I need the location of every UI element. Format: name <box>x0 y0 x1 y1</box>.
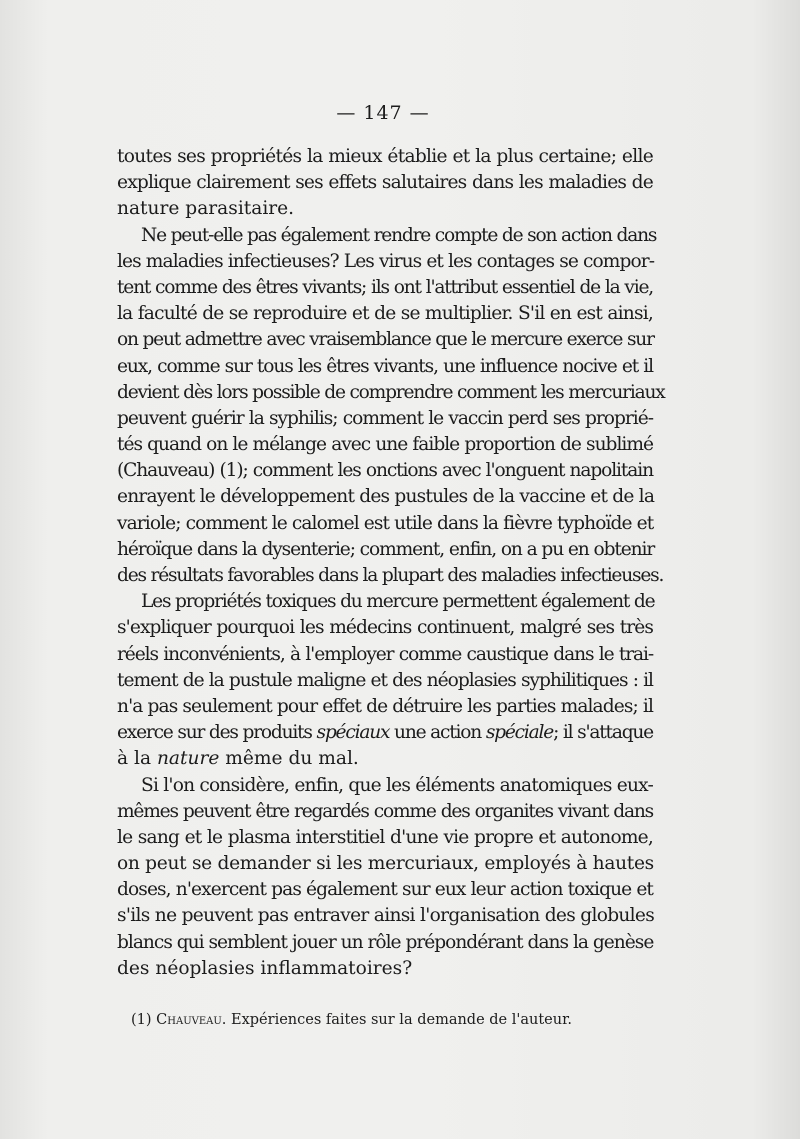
text-line: enrayent le développement des pustules de la vaccine et de la <box>117 486 655 508</box>
footnote-marker: (1) <box>131 1012 152 1028</box>
paragraph-1 <box>117 144 653 223</box>
text-line: réels inconvénients, à l'employer comme caustique dans le trai- <box>117 643 653 665</box>
text-line: tés quand on le mélange avec une faible proportion de sublimé <box>117 434 653 456</box>
text-run: même du mal. <box>219 748 359 770</box>
text-line: toutes ses propriétés la mieux établie et la plus certaine; elle <box>117 146 653 167</box>
text-line: on peut admettre avec vraisemblance que le mercure exerce sur <box>117 329 654 351</box>
italic-text: spéciale <box>485 722 554 744</box>
text-line: Les propriétés toxiques du mercure permettent également de <box>141 591 655 613</box>
text-run: ; il s'attaque <box>553 722 653 744</box>
text-line: explique clairement ses effets salutaires dans les maladies de <box>117 172 653 194</box>
text-line-with-italics <box>117 720 653 746</box>
footnote-text: Expériences faites sur la demande de l'auteur. <box>231 1012 573 1028</box>
text-line: eux, comme sur tous les êtres vivants, une influence nocive et il <box>117 355 653 377</box>
text-line: des résultats favorables dans la plupart des maladies infectieuses. <box>117 565 664 586</box>
text-line: les maladies infectieuses? Les virus et les contages se compor- <box>117 250 655 272</box>
text-run: à la <box>117 748 157 770</box>
paragraph-4 <box>117 773 653 983</box>
text-line: doses, n'exercent pas également sur eux leur action toxique et <box>117 879 653 901</box>
body-text <box>117 144 665 982</box>
text-line: s'expliquer pourquoi les médecins continuent, malgré ses très <box>117 617 653 639</box>
text-line: la faculté de se reproduire et de se multiplier. S'il en est ainsi, <box>117 303 653 325</box>
text-line: Si l'on considère, enfin, que les éléments anatomiques eux- <box>141 774 653 796</box>
text-line: tement de la pustule maligne et des néoplasies syphilitiques : il <box>117 669 653 691</box>
text-run: une action <box>389 722 486 744</box>
page-number: — 147 — <box>336 102 430 124</box>
text-line: (Chauveau) (1); comment les onctions avec l'onguent napolitain <box>117 460 653 482</box>
italic-text: nature <box>156 748 220 770</box>
text-line: le sang et le plasma interstitiel d'une vie propre et autonome, <box>117 826 653 848</box>
text-line: nature parasitaire. <box>117 198 295 220</box>
text-line: n'a pas seulement pour effet de détruire les parties malades; il <box>117 695 653 717</box>
paragraph-3 <box>117 589 653 772</box>
footnote <box>131 1011 651 1029</box>
text-line: devient dès lors possible de comprendre comment les mercuriaux <box>117 381 665 403</box>
italic-text: spéciaux <box>316 722 390 744</box>
text-line: variole; comment le calomel est utile dans la fièvre typhoïde et <box>117 512 654 534</box>
text-line: Ne peut-elle pas également rendre compte de son action dans <box>141 224 657 246</box>
text-line: des néoplasies inflammatoires? <box>117 957 413 979</box>
paragraph-2 <box>117 223 665 590</box>
text-line: s'ils ne peuvent pas entraver ainsi l'organisation des globules <box>117 905 655 927</box>
text-line-with-italics <box>117 746 653 772</box>
footnote-author: Chauveau. <box>156 1012 227 1028</box>
text-run: exerce sur des produits <box>117 722 317 744</box>
text-line: peuvent guérir la syphilis; comment le vaccin perd ses proprié- <box>117 407 653 429</box>
text-line: blancs qui semblent jouer un rôle prépondérant dans la genèse <box>117 931 654 953</box>
text-line: mêmes peuvent être regardés comme des organites vivant dans <box>117 800 653 822</box>
text-line: on peut se demander si les mercuriaux, employés à hautes <box>117 853 654 875</box>
text-line: tent comme des êtres vivants; ils ont l'attribut essentiel de la vie, <box>117 276 653 298</box>
text-line: héroïque dans la dysenterie; comment, enfin, on a pu en obtenir <box>117 538 655 560</box>
